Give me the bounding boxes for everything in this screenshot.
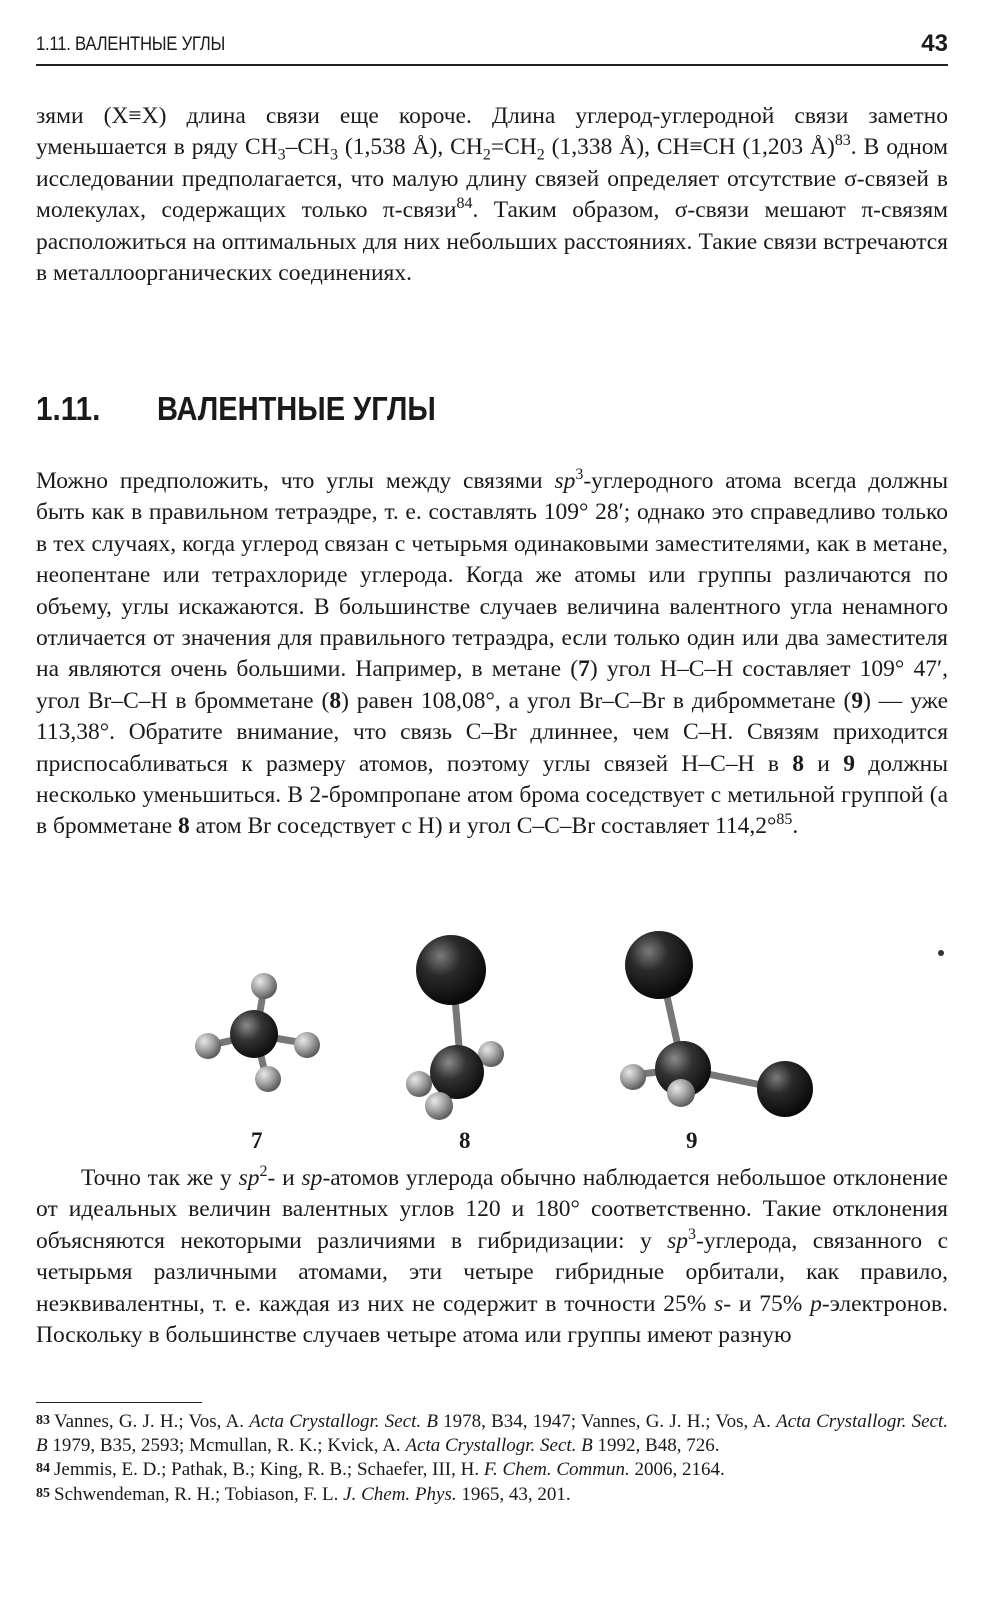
footnote-85: 85 Schwendeman, R. H.; Tobiason, F. L. J. Chem. Phys. 1965, 43, 201. <box>36 1483 571 1505</box>
molecule-label-8: 8 <box>459 1128 471 1153</box>
running-title: 1.11. ВАЛЕНТНЫЕ УГЛЫ <box>36 34 226 55</box>
section-heading <box>36 390 948 440</box>
carbon-atom <box>230 1010 278 1058</box>
bromine-atom <box>416 935 486 1005</box>
page-number: 43 <box>921 30 948 57</box>
hydrogen-atom <box>667 1079 695 1107</box>
bromine-atom <box>625 931 693 999</box>
footnote-ref-85[interactable]: 85 <box>776 811 793 829</box>
stray-dot <box>938 950 944 956</box>
molecule-label-7: 7 <box>251 1128 263 1153</box>
molecule-label-9: 9 <box>686 1128 698 1153</box>
hydrogen-atom <box>251 973 277 999</box>
footnote-83: 83 Vannes, G. J. H.; Vos, A. Acta Crystallogr. Sect. B 1978, B34, 1947; Vannes, G. J. H.; Vos, A. Acta Crystallogr. Sect. B 1979, B35, 2593; Mcmullan, R. K.; Kvick, A. Acta Crystallogr. Sect. B 1992, B48, 726. <box>36 1411 948 1456</box>
dibromomethane-model-9 <box>605 925 820 1130</box>
hydrogen-atom <box>406 1071 432 1097</box>
hydrogen-atom <box>255 1066 281 1092</box>
footnotes <box>36 1409 948 1506</box>
main-paragraph: Можно предположить, что углы между связями $sp^3$-углеродного атома всегда должны быть как в правильном тетраэдре, т. е. составлять 109° 28′; однако это справедливо только в тех случаях, когда углерод связан с четырьмя одинаковыми заместителями, как в метане, неопентане или тетрахлориде углерода. Когда же атомы или группы различаются по объему, углы искажаются. В большинстве случаев величина валентного угла ненамного отличается от значения для правильного тетраэдра, если только один или два заместителя на являются очень большими. Например, в метане (7) угол H–C–H составляет 109° 47′, угол Br–C–H в бромметане (8) равен 108,08°, а угол Br–C–Br в дибромметане (9) — уже 113,38°. Обратите внимание, что связь C–Br длиннее, чем C–H. Связям приходится приспосабливаться к размеру атомов, поэтому углы связей H–C–H в 8 и 9 должны несколько уменьшиться. В 2-бромпропане атом брома соседствует с метильной группой (а в бромметане 8 атом Br соседствует с H) и угол C–C–Br составляет 114,2°$^{85}$. <box>36 466 949 840</box>
section-title: ВАЛЕНТНЫЕ УГЛЫ <box>157 390 436 427</box>
hydrogen-atom <box>620 1064 646 1090</box>
methane-model-7 <box>178 955 348 1105</box>
bromine-atom <box>757 1061 813 1117</box>
section-number: 1.11. <box>36 390 101 427</box>
hydrogen-atom <box>425 1092 453 1120</box>
intro-paragraph: зями (X≡X) длина связи еще короче. Длина углерод-углеродной связи заметно уменьшается в ряду $CH_3-CH_3$ (1,538 Å), $CH_2=CH_2$ (1,338 Å), CH≡CH (1,203 Å)$^{83}$. В одном исследовании предполагается, что малую длину связей определяет отсутствие σ-связей в молекулах, содержащих только π-связи$^{84}$. Таким образом, σ-связи мешают π-связям расположиться на оптимальных для них небольших расстояниях. Такие связи встречаются в металлоорганических соединениях. <box>36 103 948 287</box>
bromomethane-model-8 <box>395 930 535 1125</box>
carbon-atom <box>430 1045 484 1099</box>
footnote-ref-83[interactable]: 83 <box>834 132 851 150</box>
hydrogen-atom <box>195 1033 221 1059</box>
running-header <box>36 28 948 66</box>
hydrogen-atom <box>294 1032 320 1058</box>
footnote-84: 84 Jemmis, E. D.; Pathak, B.; King, R. B.; Schaefer, III, H. F. Chem. Commun. 2006, 2164. <box>36 1459 725 1480</box>
continuation-paragraph: Точно так же у $sp^2-$ и sp-атомов углерода обычно наблюдается небольшое отклонение от идеальных величин валентных углов 120 и 180° соответственно. Такие отклонения объясняются некоторыми различиями в гибридизации: у $sp^3$-углерода, связанного с четырьмя различными атомами, эти четыре гибридные орбитали, как правило, неэквивалентны, т. е. каждая из них не содержит в точности 25% s- и 75% p-электронов. Поскольку в большинстве случаев четыре атома или группы имеют разную <box>36 1163 949 1349</box>
footnote-ref-84[interactable]: 84 <box>456 195 473 213</box>
footnote-divider <box>36 1402 202 1403</box>
